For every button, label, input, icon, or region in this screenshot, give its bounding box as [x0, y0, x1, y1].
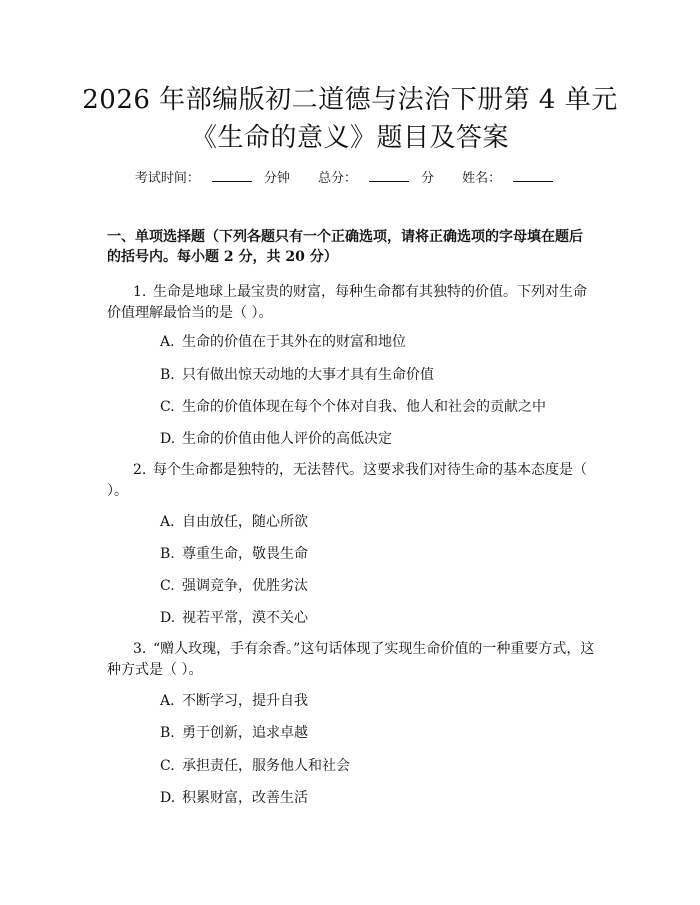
option-3a — [160, 692, 308, 710]
question-2 — [107, 460, 595, 502]
option-text: 强调竞争，优胜劣汰 — [182, 578, 308, 594]
section-heading: 一、单项选择题（下列各题只有一个正确选项，请将正确选项的字母填在题后的括号内。每小题 2 分，共 20 分） — [107, 229, 583, 265]
option-label: B. — [160, 546, 175, 562]
question-3 — [107, 639, 595, 681]
option-text: 生命的价值在于其外在的财富和地位 — [182, 334, 406, 350]
total-score-label: 总分： — [317, 171, 357, 186]
option-1d — [160, 430, 392, 448]
name-blank — [513, 169, 553, 182]
option-2d — [160, 609, 308, 627]
option-3b — [160, 724, 308, 742]
option-3d — [160, 789, 308, 807]
exam-time-label: 考试时间： — [134, 171, 200, 186]
option-text: 生命的价值由他人评价的高低决定 — [182, 431, 392, 447]
option-1a — [160, 333, 406, 351]
option-label: A. — [160, 514, 175, 530]
question-1 — [107, 282, 595, 324]
option-label: C. — [160, 578, 175, 594]
option-2c — [160, 577, 308, 595]
name-field — [462, 171, 565, 186]
option-label: A. — [160, 693, 175, 709]
option-label: A. — [160, 334, 175, 350]
option-text: 承担责任，服务他人和社会 — [182, 758, 350, 774]
option-3c — [160, 757, 350, 775]
total-score-unit: 分 — [421, 171, 435, 186]
exam-time-unit: 分钟 — [263, 171, 290, 186]
option-label: C. — [160, 758, 175, 774]
document-title-line-2: 《生命的意义》题目及答案 — [190, 123, 509, 153]
option-label: D. — [160, 431, 176, 447]
option-label: D. — [160, 790, 176, 806]
option-text: 自由放任，随心所欲 — [182, 514, 308, 530]
exam-time-blank — [212, 169, 252, 182]
question-number: 3. — [133, 641, 147, 657]
option-label: B. — [160, 367, 175, 383]
option-1c — [160, 398, 546, 416]
total-score-blank — [369, 169, 409, 182]
option-1b — [160, 366, 434, 384]
question-number: 1. — [133, 284, 147, 300]
exam-time-field — [135, 171, 290, 186]
option-text: 积累财富，改善生活 — [182, 790, 308, 806]
question-text: 生命是地球上最宝贵的财富，每种生命都有其独特的价值。下列对生命价值理解最恰当的是（ ）。 — [107, 284, 587, 321]
option-text: 勇于创新，追求卓越 — [182, 725, 308, 741]
option-label: C. — [160, 399, 175, 415]
document-title-line-1: 2026 年部编版初二道德与法治下册第 4 单元 — [82, 85, 618, 115]
option-2b — [160, 545, 308, 563]
option-text: 不断学习，提升自我 — [182, 693, 308, 709]
question-text: 每个生命都是独特的，无法替代。这要求我们对待生命的基本态度是（ ）。 — [107, 462, 587, 499]
question-number: 2. — [133, 462, 147, 478]
option-text: 尊重生命，敬畏生命 — [182, 546, 308, 562]
option-label: D. — [160, 610, 176, 626]
exam-info-line — [0, 169, 700, 188]
total-score-field — [318, 171, 434, 186]
option-2a — [160, 513, 308, 531]
option-text: 只有做出惊天动地的大事才具有生命价值 — [182, 367, 434, 383]
option-text: 视若平常，漠不关心 — [182, 610, 308, 626]
option-text: 生命的价值体现在每个个体对自我、他人和社会的贡献之中 — [182, 399, 546, 415]
question-text: “赠人玫瑰，手有余香。”这句话体现了实现生命价值的一种重要方式，这种方式是（ ）。 — [107, 641, 595, 678]
name-label: 姓名： — [462, 171, 502, 186]
option-label: B. — [160, 725, 175, 741]
